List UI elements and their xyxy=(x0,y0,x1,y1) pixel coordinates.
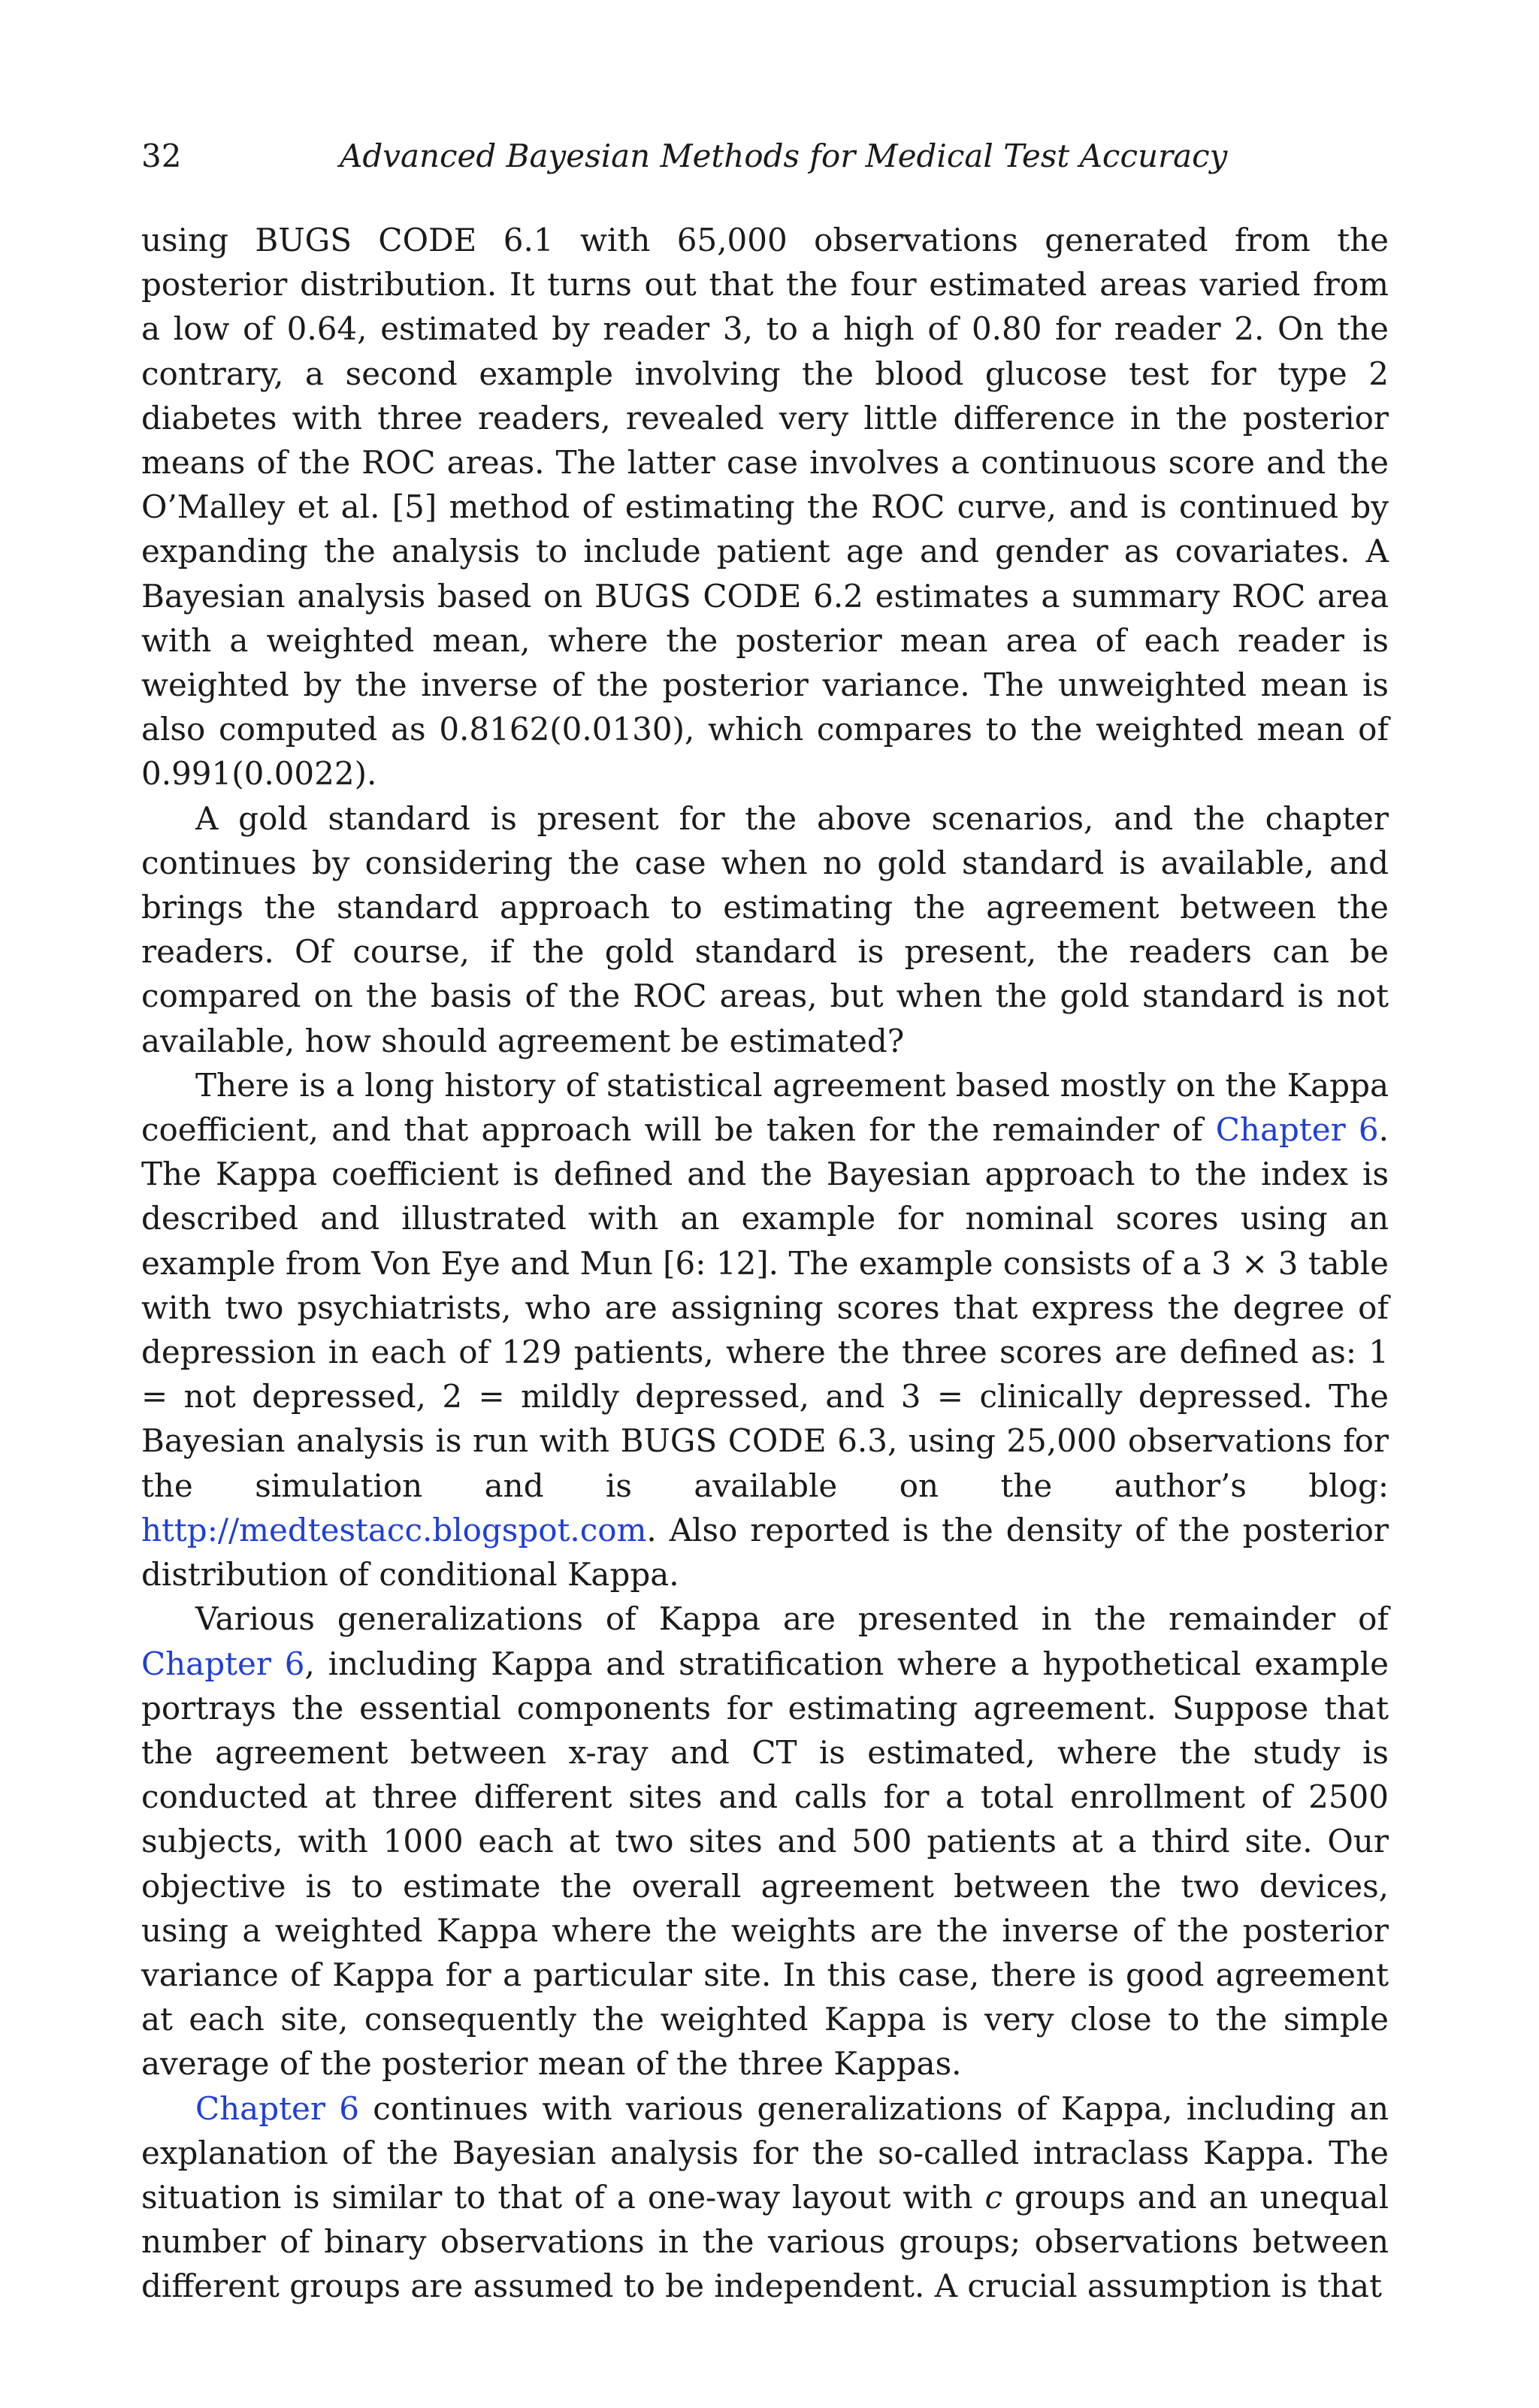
chapter-6-link[interactable]: Chapter 6 xyxy=(1215,1111,1379,1149)
paragraph-4 xyxy=(141,1597,1389,2086)
chapter-6-link[interactable]: Chapter 6 xyxy=(195,2089,359,2127)
paragraph-5-text-b: groups and an unequal number of binary observations in the various groups; observations between different groups are assumed to be independent. A crucial assumption is that xyxy=(141,2178,1389,2305)
paragraph-2: A gold standard is present for the above scenarios, and the chapter continues by considering the case when no gold standard is available, and brings the standard approach to estimating the agreement between the readers. Of course, if the gold standard is present, the readers can be compared on the basis of the ROC areas, but when the gold standard is not available, how should agreement be estimated? xyxy=(141,799,1389,1059)
paragraph-3 xyxy=(141,1063,1389,1597)
paragraph-3-text-a: There is a long history of statistical agreement based mostly on the Kappa coefficient, and that approach will be taken for the remainder of xyxy=(141,1066,1389,1149)
paragraph-3-text-c: . Also reported is the density of the posterior distribution of conditional Kappa. xyxy=(141,1511,1389,1594)
paragraph-4-text-b: , including Kappa and stratification where a hypothetical example portrays the essential components for estimating agreement. Suppose that the agreement between x-ray and CT is estimated, where the study is conducted at three different sites and calls for a total enrollment of 2500 subjects, with 1000 each at two sites and 500 patients at a third site. Our objective is to estimate the overall agreement between the two devices, using a weighted Kappa where the weights are the inverse of the posterior variance of Kappa for a particular site. In this case, there is good agreement at each site, consequently the weighted Kappa is very close to the simple average of the posterior mean of the three Kappas. xyxy=(141,1645,1389,2083)
math-variable-c: c xyxy=(984,2178,1003,2216)
running-title: Advanced Bayesian Methods for Medical Test Accuracy xyxy=(340,137,1228,174)
chapter-6-link[interactable]: Chapter 6 xyxy=(141,1645,305,1682)
blog-url-link[interactable]: http://medtestacc.blogspot.com xyxy=(141,1511,647,1548)
page-number: 32 xyxy=(141,137,182,174)
running-header xyxy=(141,134,1389,179)
paragraph-4-text-a: Various generalizations of Kappa are presented in the remainder of xyxy=(195,1600,1389,1638)
body-text xyxy=(141,218,1389,2309)
paragraph-5-text-a: continues with various generalizations of Kappa, including an explanation of the Bayesian analysis for the so-called intraclass Kappa. The situation is similar to that of a one-way layout with xyxy=(141,2089,1389,2216)
paragraph-1: using BUGS CODE 6.1 with 65,000 observations generated from the posterior distribution. It turns out that the four estimated areas varied from a low of 0.64, estimated by reader 3, to a high of 0.80 for reader 2. On the contrary, a second example involving the blood glucose test for type 2 diabetes with three readers, revealed very little difference in the posterior means of the ROC areas. The latter case involves a continuous score and the O’Malley et al. [5] method of estimating the ROC curve, and is continued by expanding the analysis to include patient age and gender as covariates. A Bayesian analysis based on BUGS CODE 6.2 estimates a summary ROC area with a weighted mean, where the posterior mean area of each reader is weighted by the inverse of the posterior variance. The unweighted mean is also computed as 0.8162(0.0130), which compares to the weighted mean of 0.991(0.0022). xyxy=(141,222,1389,793)
paragraph-3-text-b: . The Kappa coefficient is defined and the Bayesian approach to the index is described and illustrated with an example for nominal scores using an example from Von Eye and Mun [6: 12]. The example consists of a 3 × 3 table with two psychiatrists, who are assigning scores that express the degree of depression in each of 129 patients, where the three scores are defined as: 1 = not depressed, 2 = mildly depressed, and 3 = clinically depressed. The Bayesian analysis is run with BUGS CODE 6.3, using 25,000 observations for the simulation and is available on the author’s blog: xyxy=(141,1111,1389,1504)
paragraph-5 xyxy=(141,2086,1389,2309)
